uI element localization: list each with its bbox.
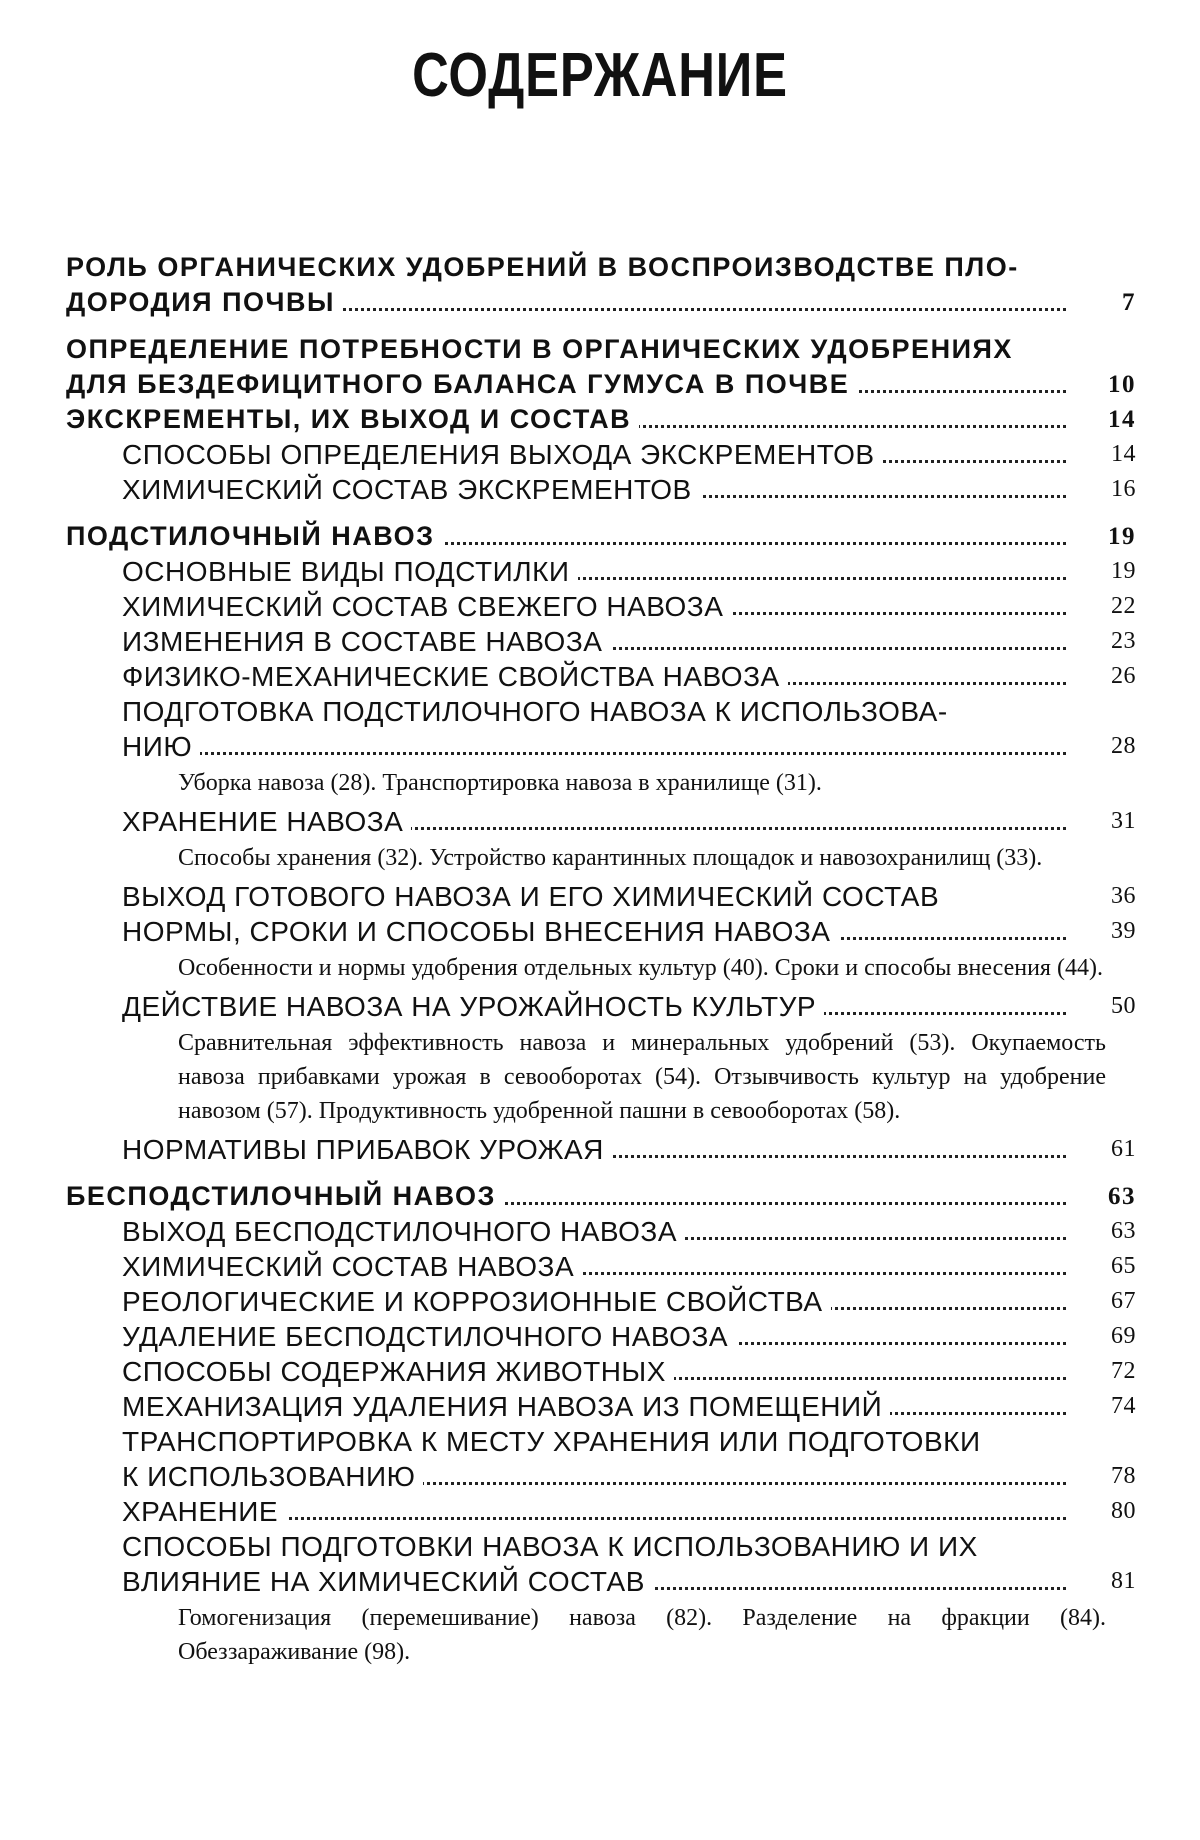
toc-entry-litter-types[interactable] [66, 554, 1136, 589]
toc-entry-yield-increase-norms[interactable] [66, 1132, 1136, 1167]
toc-entry-title: ИЗМЕНЕНИЯ В СОСТАВЕ НАВОЗА [122, 626, 610, 657]
toc-entry-storage[interactable] [66, 1494, 1136, 1529]
toc-entry-title: ХРАНЕНИЕ НАВОЗА [122, 806, 411, 837]
toc-entry-organic-fertilizer-need[interactable] [66, 332, 1136, 402]
toc-entry-title: РОЛЬ ОРГАНИЧЕСКИХ УДОБРЕНИЙ В ВОСПРОИЗВОДСТВЕ ПЛО- [66, 252, 1019, 282]
page-number: 10 [1076, 367, 1136, 402]
toc-entry-title: РЕОЛОГИЧЕСКИЕ И КОРРОЗИОННЫЕ СВОЙСТВА [122, 1286, 831, 1317]
toc-entry-litter-manure[interactable] [66, 519, 1136, 554]
toc-entry-title-cont: ВЛИЯНИЕ НА ХИМИЧЕСКИЙ СОСТАВ [122, 1566, 653, 1597]
toc-entry-litterless-manure[interactable] [66, 1179, 1136, 1214]
toc-entry-animal-keeping[interactable] [66, 1354, 1136, 1389]
toc-entry-title-cont: ДОРОДИЯ ПОЧВЫ [66, 287, 343, 317]
toc-entry-removal-mechanization[interactable] [66, 1389, 1136, 1424]
toc-entry-fresh-manure-chemistry[interactable] [66, 589, 1136, 624]
toc-entry-title: ПОДГОТОВКА ПОДСТИЛОЧНОГО НАВОЗА К ИСПОЛЬЗОВА- [122, 696, 948, 727]
toc-subtopics: Уборка навоза (28). Транспортировка навоза в хранилище (31). [178, 770, 822, 796]
page-number: 81 [1076, 1564, 1136, 1599]
toc-entry-title-cont: НИЮ [122, 731, 200, 762]
toc-entry-title: ОПРЕДЕЛЕНИЕ ПОТРЕБНОСТИ В ОРГАНИЧЕСКИХ УДОБРЕНИЯХ [66, 334, 1013, 364]
toc-entry-excrement-yield-methods[interactable] [66, 437, 1136, 472]
toc-entry-title: ДЕЙСТВИЕ НАВОЗА НА УРОЖАЙНОСТЬ КУЛЬТУР [122, 991, 824, 1022]
toc-entry-title-cont: ДЛЯ БЕЗДЕФИЦИТНОГО БАЛАНСА ГУМУСА В ПОЧВЕ [66, 369, 857, 399]
toc-entry-title: ЭКСКРЕМЕНТЫ, ИХ ВЫХОД И СОСТАВ [66, 404, 639, 434]
page-number: 31 [1076, 804, 1136, 839]
toc-entry-rheological-properties[interactable] [66, 1284, 1136, 1319]
toc-entry-transportation[interactable] [66, 1424, 1136, 1494]
toc-subtopics: Способы хранения (32). Устройство карантинных площадок и навозохранилищ (33). [178, 845, 1043, 871]
page-number: 22 [1076, 589, 1136, 624]
toc-entry-application-norms[interactable] [66, 914, 1136, 985]
toc-entry-manure-chemistry[interactable] [66, 1249, 1136, 1284]
page-number: 69 [1076, 1319, 1136, 1354]
toc-entry-yield-effect[interactable] [66, 989, 1136, 1128]
toc-entry-litterless-removal[interactable] [66, 1319, 1136, 1354]
toc-entry-title: ХРАНЕНИЕ [122, 1496, 286, 1527]
toc-entry-role-organic-fertilizers[interactable] [66, 250, 1136, 320]
toc-entry-physical-mechanical-properties[interactable] [66, 659, 1136, 694]
toc-entry-title: ОСНОВНЫЕ ВИДЫ ПОДСТИЛКИ [122, 556, 578, 587]
toc-entry-excrement-chemistry[interactable] [66, 472, 1136, 507]
page-number: 19 [1076, 519, 1136, 554]
toc-entry-excrements[interactable] [66, 402, 1136, 437]
toc-entry-title: ФИЗИКО-МЕХАНИЧЕСКИЕ СВОЙСТВА НАВОЗА [122, 661, 788, 692]
page-number: 74 [1076, 1389, 1136, 1424]
page-number: 26 [1076, 659, 1136, 694]
page-number: 14 [1076, 437, 1136, 472]
toc-entry-title: СПОСОБЫ ПОДГОТОВКИ НАВОЗА К ИСПОЛЬЗОВАНИЮ И ИХ [122, 1531, 978, 1562]
page-number: 28 [1076, 729, 1136, 764]
page-number: 14 [1076, 402, 1136, 437]
toc-entry-title: ХИМИЧЕСКИЙ СОСТАВ ЭКСКРЕМЕНТОВ [122, 474, 700, 505]
page-number: 65 [1076, 1249, 1136, 1284]
toc-entry-litterless-yield[interactable] [66, 1214, 1136, 1249]
toc-subtopics: Сравнительная эффективность навоза и минеральных удобрений (53). Окупаемость навоза прибавками урожая в севооборотах (54). Отзывчивость культур на удобрение навозом (57). Продуктивность удобренной пашни в севооборотах (58). [178, 1030, 1106, 1124]
toc-entry-manure-composition-changes[interactable] [66, 624, 1136, 659]
toc-entry-title: СПОСОБЫ СОДЕРЖАНИЯ ЖИВОТНЫХ [122, 1356, 674, 1387]
toc-subtopics: Особенности и нормы удобрения отдельных культур (40). Сроки и способы внесения (44). [178, 955, 1103, 981]
page-number: 23 [1076, 624, 1136, 659]
table-of-contents [66, 250, 1136, 1673]
page-title: СОДЕРЖАНИЕ [412, 41, 788, 110]
toc-entry-title: ТРАНСПОРТИРОВКА К МЕСТУ ХРАНЕНИЯ ИЛИ ПОДГОТОВКИ [122, 1426, 981, 1457]
page-number: 50 [1076, 989, 1136, 1024]
page-number: 72 [1076, 1354, 1136, 1389]
toc-entry-title: ХИМИЧЕСКИЙ СОСТАВ НАВОЗА [122, 1251, 582, 1282]
page-number: 80 [1076, 1494, 1136, 1529]
toc-entry-title: ХИМИЧЕСКИЙ СОСТАВ СВЕЖЕГО НАВОЗА [122, 591, 731, 622]
toc-entry-litter-manure-preparation[interactable] [66, 694, 1136, 800]
toc-entry-manure-storage[interactable] [66, 804, 1136, 875]
page-number: 16 [1076, 472, 1136, 507]
page-number: 39 [1076, 914, 1136, 949]
page-number: 67 [1076, 1284, 1136, 1319]
page-number: 63 [1076, 1179, 1136, 1214]
page-number: 19 [1076, 554, 1136, 589]
page-number: 36 [1076, 879, 1136, 914]
toc-entry-title: МЕХАНИЗАЦИЯ УДАЛЕНИЯ НАВОЗА ИЗ ПОМЕЩЕНИЙ [122, 1391, 890, 1422]
page-number: 63 [1076, 1214, 1136, 1249]
page-number: 78 [1076, 1459, 1136, 1494]
page-number: 61 [1076, 1132, 1136, 1167]
toc-entry-title: ВЫХОД БЕСПОДСТИЛОЧНОГО НАВОЗА [122, 1216, 685, 1247]
toc-entry-preparation-methods[interactable] [66, 1529, 1136, 1669]
toc-entry-title: УДАЛЕНИЕ БЕСПОДСТИЛОЧНОГО НАВОЗА [122, 1321, 736, 1352]
toc-entry-title: ПОДСТИЛОЧНЫЙ НАВОЗ [66, 521, 443, 551]
dot-leader [122, 752, 1066, 755]
page-number: 7 [1076, 285, 1136, 320]
toc-entry-title: НОРМЫ, СРОКИ И СПОСОБЫ ВНЕСЕНИЯ НАВОЗА [122, 916, 839, 947]
toc-entry-title-cont: К ИСПОЛЬЗОВАНИЮ [122, 1461, 423, 1492]
toc-subtopics: Гомогенизация (перемешивание) навоза (82). Разделение на фракции (84). Обеззараживание (98). [178, 1605, 1106, 1665]
toc-entry-title: ВЫХОД ГОТОВОГО НАВОЗА И ЕГО ХИМИЧЕСКИЙ СОСТАВ [122, 881, 940, 912]
toc-entry-title: СПОСОБЫ ОПРЕДЕЛЕНИЯ ВЫХОДА ЭКСКРЕМЕНТОВ [122, 439, 883, 470]
toc-entry-title: БЕСПОДСТИЛОЧНЫЙ НАВОЗ [66, 1181, 504, 1211]
toc-entry-finished-manure-yield[interactable] [66, 879, 1136, 914]
toc-entry-title: НОРМАТИВЫ ПРИБАВОК УРОЖАЯ [122, 1134, 612, 1165]
